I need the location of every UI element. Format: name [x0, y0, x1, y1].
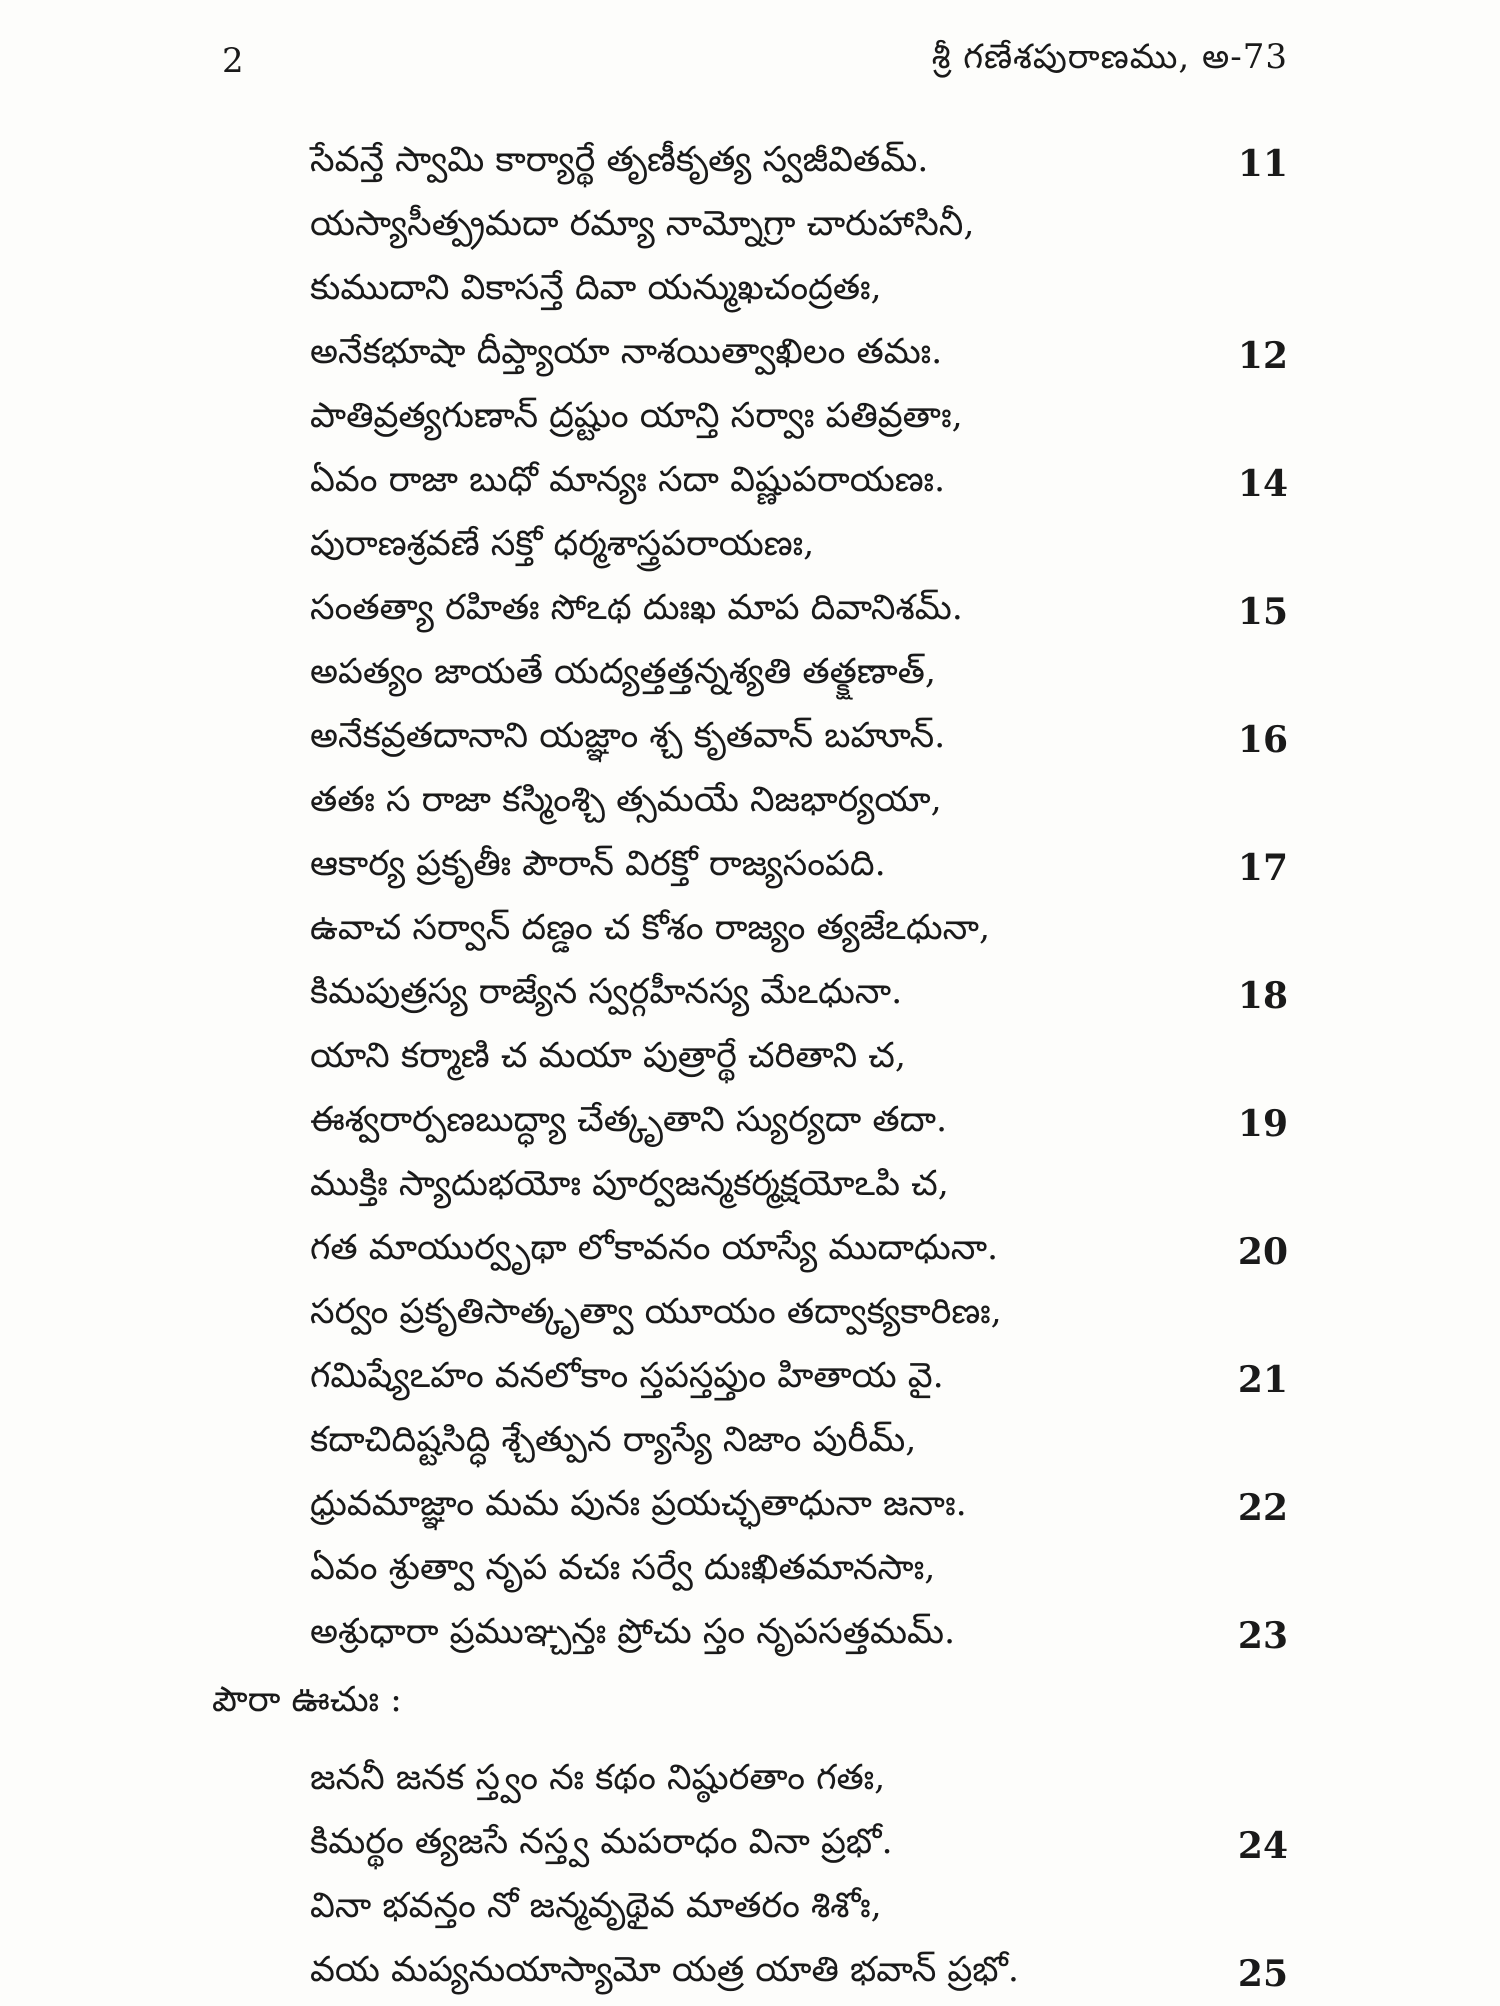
verse-line	[310, 1092, 1288, 1156]
verse-line	[310, 900, 1288, 964]
verse-number: 20	[1237, 1231, 1288, 1273]
verse-line	[310, 516, 1288, 580]
verse-block-2	[310, 1750, 1288, 2006]
verse-text: సంతత్యా రహితః సోఽథ దుఃఖ మాప దివానిశమ్.	[310, 588, 963, 628]
verse-text: ఉవాచ సర్వాన్ దణ్డం చ కోశం రాజ్యం త్యజేఽధునా,	[310, 908, 991, 948]
verse-number: 22	[1237, 1487, 1288, 1529]
verse-text: కదాచిదిష్టసిద్ధి శ్చేత్పున ర్యాస్యే నిజాం పురీమ్,	[310, 1420, 917, 1460]
verse-text: సర్వం ప్రకృతిసాత్కృత్వా యూయం తద్వాక్యకారిణః,	[310, 1292, 1002, 1332]
verse-line	[310, 1814, 1288, 1878]
verse-text: గత మాయుర్వృథా లోకావనం యాస్యే ముదాధునా.	[310, 1228, 999, 1268]
verse-number: 23	[1237, 1615, 1288, 1657]
verse-number: 16	[1237, 719, 1288, 761]
verse-text: అపత్యం జాయతే యద్యత్తత్తన్నశ్యతి తత్క్షణాత్,	[310, 652, 936, 692]
verse-text: ముక్తిః స్యాదుభయోః పూర్వజన్మకర్మక్షయోఽపి చ,	[310, 1164, 949, 1204]
verse-text: అశ్రుధారా ప్రముఞ్చన్తః ప్రోచు స్తం నృపసత్తమమ్.	[310, 1612, 956, 1652]
verse-text: వయ మప్యనుయాస్యామో యత్ర యాతి భవాన్ ప్రభో.	[310, 1950, 1019, 1990]
verse-text: కిమర్థం త్యజసే నస్త్వ మపరాధం వినా ప్రభో.	[310, 1822, 893, 1862]
verse-number: 17	[1237, 847, 1288, 889]
verse-line	[310, 1284, 1288, 1348]
verse-line	[310, 1156, 1288, 1220]
verse-line	[310, 1412, 1288, 1476]
verse-number: 19	[1237, 1103, 1288, 1145]
verse-line	[310, 1878, 1288, 1942]
verse-number: 11	[1237, 143, 1288, 185]
verse-line	[310, 580, 1288, 644]
verse-number: 18	[1237, 975, 1288, 1017]
verse-line	[310, 388, 1288, 452]
verse-number: 21	[1237, 1359, 1288, 1401]
verse-text: యస్యాసీత్ప్రమదా రమ్యా నామ్నోగ్రా చారుహాసినీ,	[310, 204, 975, 244]
running-title: శ్రీ గణేశపురాణము, అ-73	[931, 37, 1288, 77]
verse-text: పురాణశ్రవణే సక్తో ధర్మశాస్త్రపరాయణః,	[310, 524, 815, 564]
verse-text: జననీ జనక స్త్వం నః కథం నిష్ఠురతాం గతః,	[310, 1758, 886, 1798]
verse-line	[310, 644, 1288, 708]
verse-line	[310, 964, 1288, 1028]
verse-text: అనేకభూషా దీప్త్యాయా నాశయిత్వాఖిలం తమః.	[310, 332, 943, 372]
verse-line	[310, 260, 1288, 324]
verse-text: ధ్రువమాజ్ఞాం మమ పునః ప్రయచ్ఛతాధునా జనాః.	[310, 1484, 967, 1524]
verse-number: 15	[1237, 591, 1288, 633]
page-number: 2	[222, 41, 244, 81]
page-header	[222, 36, 1288, 86]
verse-line	[310, 1028, 1288, 1092]
verse-text: ఆకార్య ప్రకృతీః పౌరాన్ విరక్తో రాజ్యసంపది.	[310, 844, 886, 884]
verse-text: ఏవం రాజా బుధో మాన్యః సదా విష్ణుపరాయణః.	[310, 460, 946, 500]
verse-line	[310, 1220, 1288, 1284]
verse-number: 24	[1237, 1825, 1288, 1867]
verse-line	[310, 196, 1288, 260]
verse-line	[310, 132, 1288, 196]
verse-text: ఏవం శ్రుత్వా నృప వచః సర్వే దుఃఖితమానసాః,	[310, 1548, 936, 1588]
verse-line	[310, 1540, 1288, 1604]
verse-text: యాని కర్మాణి చ మయా పుత్రార్థే చరితాని చ,	[310, 1036, 906, 1076]
verse-number: 14	[1237, 463, 1288, 505]
verse-line	[310, 1942, 1288, 2006]
verse-line	[310, 452, 1288, 516]
verse-text: సేవన్తే స్వామి కార్యార్థే తృణీకృత్య స్వజీవితమ్.	[310, 140, 929, 180]
verse-text: పాతివ్రత్యగుణాన్ ద్రష్టుం యాన్తి సర్వాః పతివ్రతాః,	[310, 396, 963, 436]
speaker-heading: పౌరా ఊచుః :	[212, 1680, 402, 1720]
verse-line	[310, 1750, 1288, 1814]
verse-text: ఈశ్వరార్పణబుద్ధ్యా చేత్కృతాని స్యుర్యదా తదా.	[310, 1100, 948, 1140]
verse-line	[310, 836, 1288, 900]
verse-text: కుముదాని వికాసన్తే దివా యన్ముఖచంద్రతః,	[310, 268, 882, 308]
verse-line	[310, 772, 1288, 836]
verse-line	[310, 708, 1288, 772]
verse-line	[310, 1348, 1288, 1412]
verse-text: వినా భవన్తం నో జన్మవృథైవ మాతరం శిశోః,	[310, 1886, 882, 1926]
verse-block	[310, 132, 1288, 1668]
verse-text: గమిష్యేఽహం వనలోకాం స్తపస్తప్తుం హితాయ వై.	[310, 1356, 944, 1396]
verse-number: 12	[1237, 335, 1288, 377]
verse-text: అనేకవ్రతదానాని యజ్ఞాం శ్చ కృతవాన్ బహూన్.	[310, 716, 946, 756]
verse-text: కిమపుత్రస్య రాజ్యేన స్వర్గహీనస్య మేఽధునా.	[310, 972, 903, 1012]
verse-line	[310, 1476, 1288, 1540]
verse-number: 25	[1237, 1953, 1288, 1995]
verse-text: తతః స రాజా కస్మింశ్చి త్సమయే నిజభార్యయా,	[310, 780, 942, 820]
verse-line	[310, 324, 1288, 388]
verse-line	[310, 1604, 1288, 1668]
